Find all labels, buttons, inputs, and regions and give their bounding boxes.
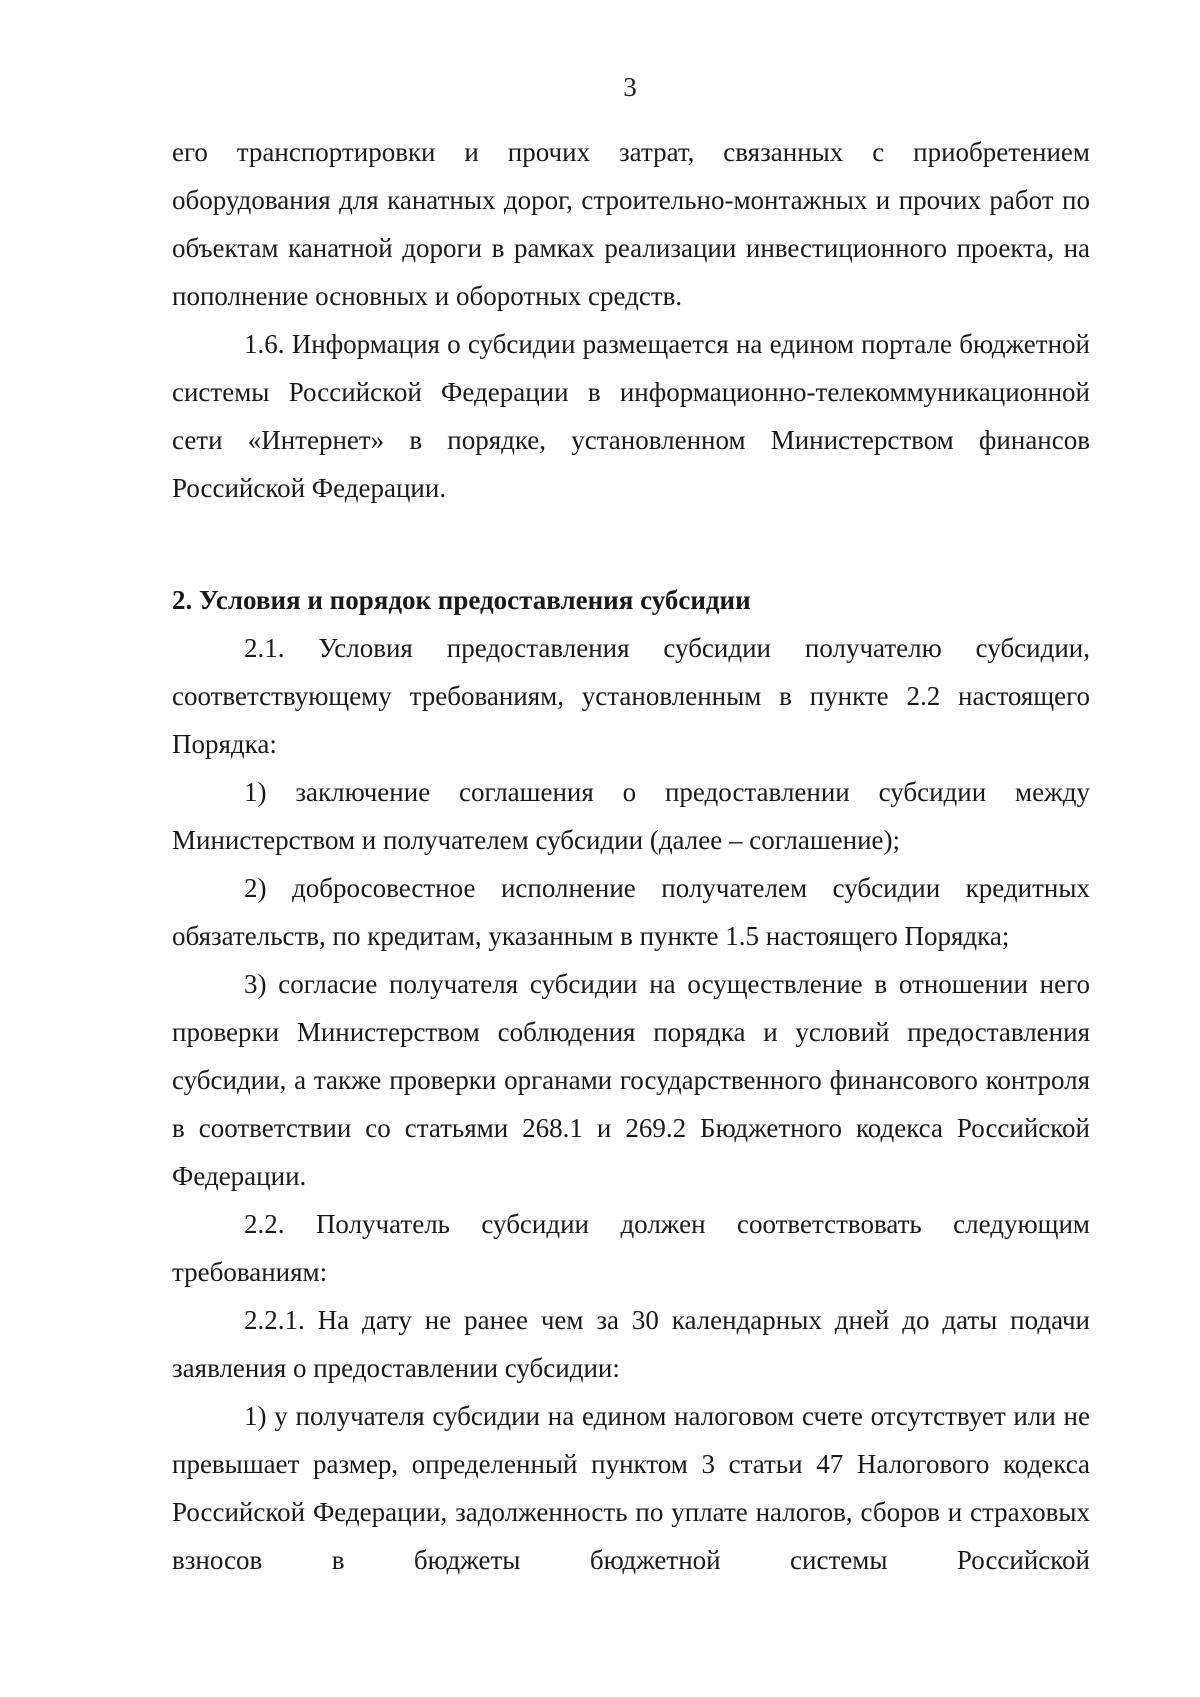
page-number: 3	[623, 72, 637, 102]
paragraph-1-6: 1.6. Информация о субсидии размещается на едином портале бюджетной системы Российской Федерации в информационно-телекоммуникационной сети «Интернет» в порядке, установленном Министерством финансов Российской Федерации.	[172, 329, 1090, 503]
section-2-block	[172, 576, 1090, 1584]
list-item-3: 3) согласие получателя субсидии на осуществление в отношении него проверки Министерством соблюдения порядка и условий предоставления субсидии, а также проверки органами государственного финансового контроля в соответствии со статьями 268.1 и 269.2 Бюджетного кодекса Российской Федерации.	[172, 969, 1090, 1191]
section-heading: 2. Условия и порядок предоставления субсидии	[172, 585, 751, 615]
paragraph-2-1: 2.1. Условия предоставления субсидии получателю субсидии, соответствующему требованиям, установленным в пункте 2.2 настоящего Порядка:	[172, 633, 1090, 759]
paragraph-continuation: его транспортировки и прочих затрат, связанных с приобретением оборудования для канатных дорог, строительно-монтажных и прочих работ по объектам канатной дороги в рамках реализации инвестиционного проекта, на пополнение основных и оборотных средств.	[172, 137, 1090, 311]
intro-block	[172, 128, 1090, 512]
paragraph-2-2: 2.2. Получатель субсидии должен соответствовать следующим требованиям:	[172, 1209, 1090, 1287]
list-item-2: 2) добросовестное исполнение получателем субсидии кредитных обязательств, по кредитам, указанным в пункте 1.5 настоящего Порядка;	[172, 873, 1090, 951]
paragraph-2-2-1: 2.2.1. На дату не ранее чем за 30 календарных дней до даты подачи заявления о предоставлении субсидии:	[172, 1305, 1090, 1383]
sub-list-item-1: 1) у получателя субсидии на едином налоговом счете отсутствует или не превышает размер, определенный пунктом 3 статьи 47 Налогового кодекса Российской Федерации, задолженность по уплате налогов, сборов и страховых взносов в бюджеты бюджетной системы Российской	[172, 1401, 1090, 1575]
list-item-1: 1) заключение соглашения о предоставлении субсидии между Министерством и получателем субсидии (далее – соглашение);	[172, 777, 1090, 855]
